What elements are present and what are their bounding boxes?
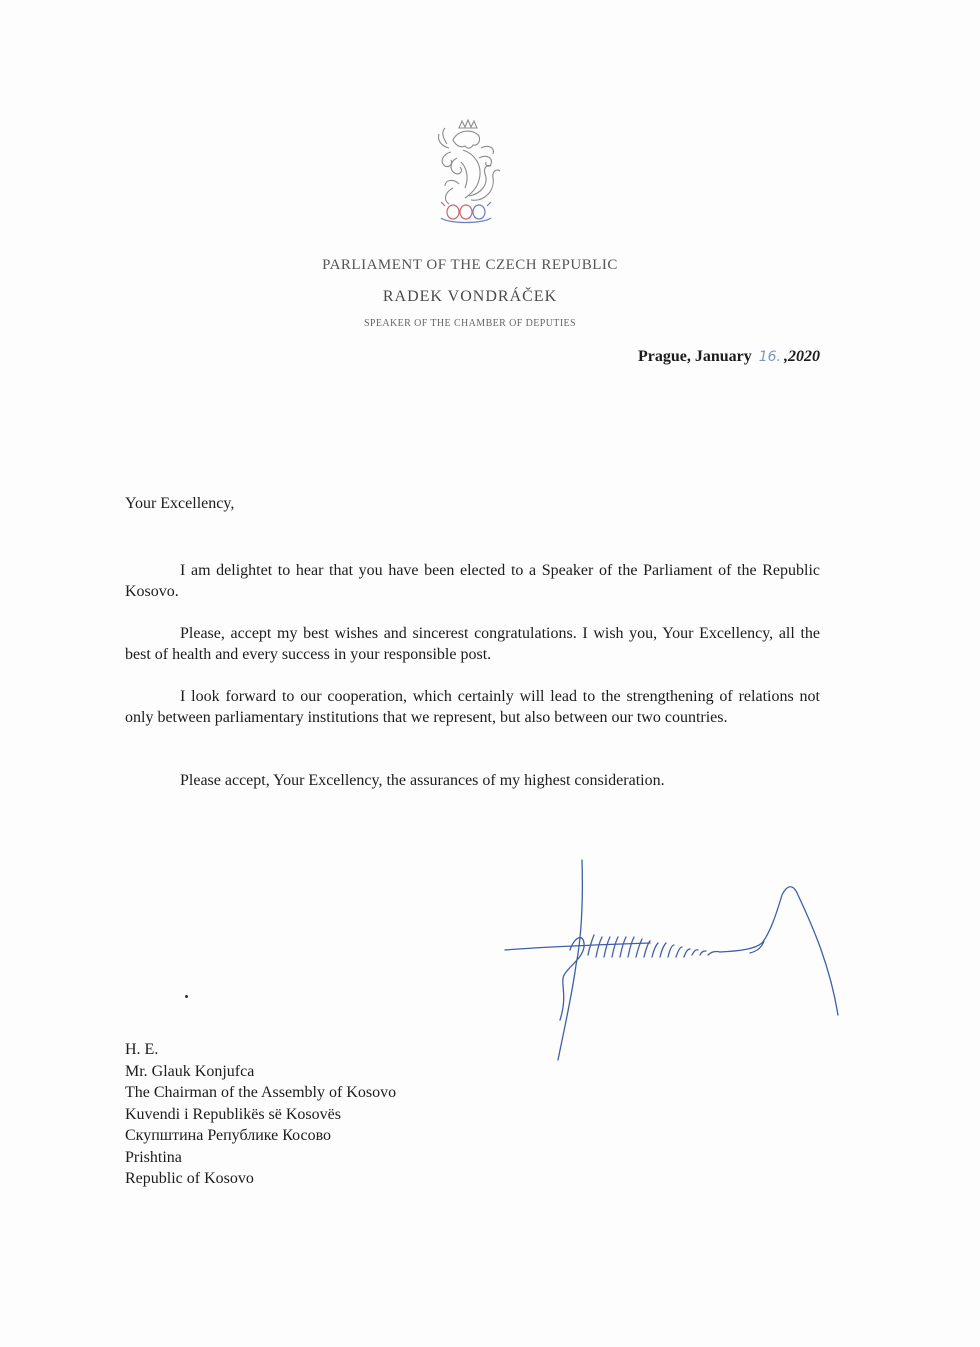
paragraph-wishes: Please, accept my best wishes and sincerest congratulations. I wish you, Your Excellency, all the best of health and every success in your responsible post. [125, 625, 820, 663]
ink-dot [185, 995, 188, 998]
letterhead-parliament: PARLIAMENT OF THE CZECH REPUBLIC [322, 257, 618, 273]
address-line-albanian: Kuvendi i Republikës së Kosovës [125, 1105, 341, 1123]
address-line-city: Prishtina [125, 1148, 182, 1166]
paragraph-cooperation: I look forward to our cooperation, which certainly will lead to the strengthening of relations not only between parliamentary institutions that we represent, but also between our two countries. [125, 688, 820, 726]
recipient-address [125, 1039, 396, 1190]
address-line-serbian: Скупштина Републике Косово [125, 1127, 332, 1144]
date-year: ,2020 [784, 348, 820, 365]
address-line-name: Mr. Glauk Konjufca [125, 1062, 255, 1080]
address-line-country: Republic of Kosovo [125, 1170, 254, 1187]
address-line-title: H. E. [125, 1041, 159, 1058]
letter-body [125, 560, 820, 812]
letterhead-speaker-name: RADEK VONDRÁČEK [382, 288, 558, 305]
salutation: Your Excellency, [125, 495, 235, 512]
paragraph-congratulation: I am delightet to hear that you have been elected to a Speaker of the Parliament of the Republic Kosovo. [125, 562, 820, 600]
date-handwritten-day: 16. [758, 349, 781, 365]
czech-lion-crest-icon [423, 118, 509, 230]
letterhead-speaker-role: SPEAKER OF THE CHAMBER OF DEPUTIES [363, 318, 577, 329]
handwritten-signature [500, 855, 850, 1065]
paragraph-closing: Please accept, Your Excellency, the assurances of my highest consideration. [180, 772, 665, 789]
address-line-position: The Chairman of the Assembly of Kosovo [125, 1084, 397, 1101]
dateline [638, 348, 820, 366]
date-city-month: Prague, January [637, 348, 752, 365]
